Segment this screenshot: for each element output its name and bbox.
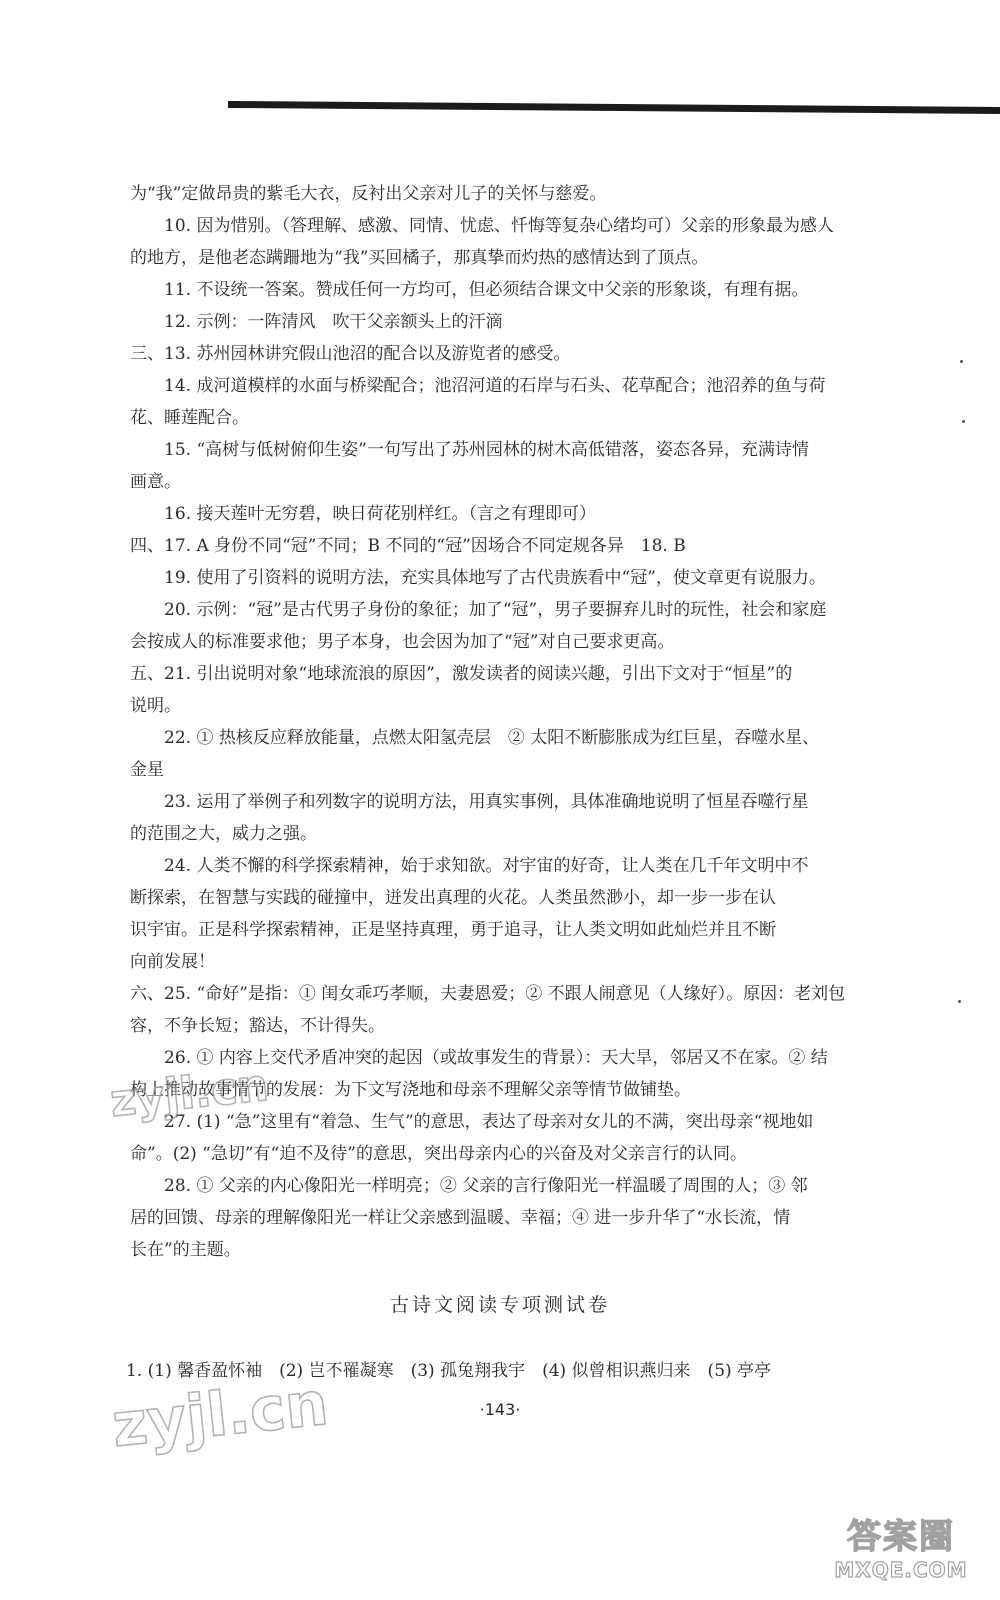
answer-line: 14. 成河道模样的水面与桥梁配合；池沼河道的石岸与石头、花草配合；池沼养的鱼与荷 bbox=[164, 376, 826, 396]
answer-line: 27. (1) “急”这里有“着急、生气”的意思，表达了母亲对女儿的不满，突出母亲“视地如 bbox=[164, 1112, 814, 1132]
answer-line: 的地方，是他老态蹒跚地为“我”买回橘子，那真挚而灼热的感情达到了顶点。 bbox=[130, 248, 709, 268]
answer-line: 容，不争长短；豁达，不计得失。 bbox=[130, 1016, 385, 1036]
answer-line: 会按成人的标准要求他；男子本身，也会因为加了“冠”对自己要求更高。 bbox=[130, 632, 675, 652]
answer-line: 22. ① 热核反应释放能量，点燃太阳氢壳层 ② 太阳不断膨胀成为红巨星，吞噬水星、 bbox=[164, 728, 820, 748]
scan-speck bbox=[960, 360, 963, 363]
answer-line: 画意。 bbox=[130, 472, 181, 492]
answer-line: 命”。(2) “急切”有“迫不及待”的意思，突出母亲内心的兴奋及对父亲言行的认同。 bbox=[130, 1144, 747, 1164]
watermark-logo: zyjl.cn bbox=[107, 1059, 271, 1128]
answer-line: 金星 bbox=[130, 760, 164, 780]
exercise-line: 1. (1) 馨香盈怀袖 (2) 岂不罹凝寒 (3) 孤兔翔我宇 (4) 似曾相识燕归来 (5) 亭亭 bbox=[126, 1361, 772, 1381]
answer-line: 12. 示例：一阵清风 吹干父亲额头上的汗滴 bbox=[164, 312, 503, 332]
answer-line: 19. 使用了引资料的说明方法，充实具体地写了古代贵族看中“冠”，使文章更有说服力。 bbox=[164, 568, 826, 588]
corner-watermark-domain: MXQE.COM bbox=[834, 1558, 968, 1582]
answer-line: 三、13. 苏州园林讲究假山池沼的配合以及游览者的感受。 bbox=[130, 344, 571, 364]
scan-speck bbox=[962, 420, 965, 423]
answer-line: 四、17. A 身份不同“冠”不同；B 不同的“冠”因场合不同定规各异 18. B bbox=[130, 536, 686, 556]
answer-line: 居的回馈、母亲的理解像阳光一样让父亲感到温暖、幸福；④ 进一步升华了“水长流，情 bbox=[130, 1208, 791, 1228]
answer-line: 20. 示例：“冠”是古代男子身份的象征；加了“冠”，男子要摒弃儿时的玩性，社会和家庭 bbox=[164, 600, 827, 620]
answer-line: 为“我”定做昂贵的紫毛大衣，反衬出父亲对儿子的关怀与慈爱。 bbox=[130, 184, 607, 204]
answer-line: 28. ① 父亲的内心像阳光一样明亮；② 父亲的言行像阳光一样温暖了周围的人；③ 邻 bbox=[164, 1176, 808, 1196]
answer-line: 构上推动故事情节的发展：为下文写浇地和母亲不理解父亲等情节做铺垫。 bbox=[130, 1080, 691, 1100]
answer-line: 五、21. 引出说明对象“地球流浪的原因”，激发读者的阅读兴趣，引出下文对于“恒星”的 bbox=[130, 664, 793, 684]
answer-line: 花、睡莲配合。 bbox=[130, 408, 249, 428]
answer-line: 说明。 bbox=[130, 696, 181, 716]
answer-line: 23. 运用了举例子和列数字的说明方法，用真实事例，具体准确地说明了恒星吞噬行星 bbox=[164, 792, 809, 812]
answer-line: 16. 接天莲叶无穷碧，映日荷花别样红。（言之有理即可） bbox=[164, 504, 596, 524]
answer-line: 六、25. “命好”是指：① 闺女乖巧孝顺，夫妻恩爱；② 不跟人闹意见（人缘好）。原因：老刘包 bbox=[130, 984, 846, 1004]
answer-line: 10. 因为惜别。（答理解、感激、同情、忧虑、忏悔等复杂心绪均可）父亲的形象最为感人 bbox=[164, 216, 834, 236]
page-number: ·143· bbox=[479, 1400, 521, 1419]
corner-watermark-title: 答案圈 bbox=[847, 1517, 955, 1557]
answer-line: 断探索，在智慧与实践的碰撞中，迸发出真理的火花。人类虽然渺小，却一步一步在认 bbox=[130, 888, 776, 908]
answer-line: 长在”的主题。 bbox=[130, 1240, 241, 1260]
answer-line: 26. ① 内容上交代矛盾冲突的起因（或故事发生的背景）：天大旱，邻居又不在家。② 结 bbox=[164, 1048, 828, 1068]
corner-watermark-logo bbox=[816, 1509, 986, 1582]
answer-line: 向前发展！ bbox=[130, 952, 215, 972]
answer-line: 15. “高树与低树俯仰生姿”一句写出了苏州园林的树木高低错落，姿态各异，充满诗情 bbox=[164, 440, 809, 460]
answer-line: 识宇宙。正是科学探索精神，正是坚持真理，勇于追寻，让人类文明如此灿烂并且不断 bbox=[130, 920, 776, 940]
answer-line: 24. 人类不懈的科学探索精神，始于求知欲。对宇宙的好奇，让人类在几千年文明中不 bbox=[164, 856, 809, 876]
watermark-logo-large: zyjl.cn bbox=[108, 1368, 332, 1462]
header-rule bbox=[228, 101, 1000, 114]
scan-speck bbox=[958, 1000, 961, 1003]
section-title: 古诗文阅读专项测试卷 bbox=[389, 1294, 610, 1316]
answer-line: 的范围之大，威力之强。 bbox=[130, 824, 317, 844]
answer-line: 11. 不设统一答案。赞成任何一方均可，但必须结合课文中父亲的形象谈，有理有据。 bbox=[164, 280, 809, 300]
